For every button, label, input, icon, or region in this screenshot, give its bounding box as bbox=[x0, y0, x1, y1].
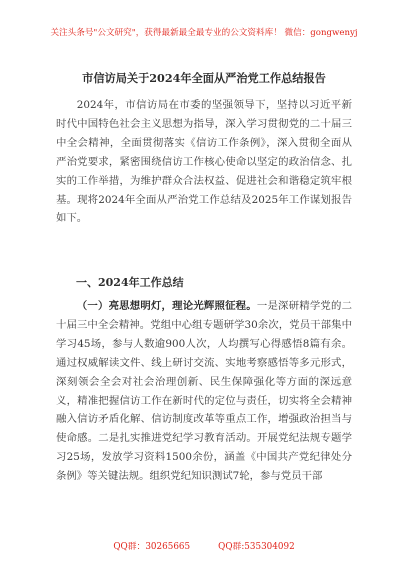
subsection-body: 一是深研精学党的二十届三中全会精神。党组中心组专题研学30余次，党员干部集中学习45场，参与人数逾900人次，人均撰写心得感悟8篇有余。通过权威解读文件、线上研讨交流、实地考察感悟等多元形式，深刻领会全会对社会治理创新、民生保障强化等方面的深远意义，精准把握信访工作在新时代的定位与责任，切实将全会精神融入信访矛盾化解、信访制度改革等重点工作，增强政治担当与使命感。二是扎实推进党纪学习教育活动。开展党纪法规专题学习25场，发放学习资料1500余份，涵盖《中国共产党纪律处分条例》等关键法规。组织党纪知识测试7轮，参与党员干部 bbox=[56, 300, 353, 483]
subsection-paragraph bbox=[56, 297, 352, 486]
intro-paragraph: 2024年，市信访局在市委的坚强领导下，坚持以习近平新时代中国特色社会主义思想为指导，深入学习贯彻党的二十届三中全会精神，全面贯彻落实《信访工作条例》，深入贯彻全面从严治党要求，紧密围绕信访工作核心使命以坚定的政治信念、扎实的工作举措，为维护群众合法权益、促进社会和谐稳定筑牢根基。现将2024年全面从严治党工作总结及2025年工作谋划报告如下。 bbox=[56, 99, 352, 225]
section-heading-work-summary: 一、2024年工作总结 bbox=[76, 276, 184, 289]
footer-contact bbox=[0, 539, 408, 552]
footer-qq-group-1: QQ群：30265665 bbox=[113, 542, 191, 552]
document-title: 市信访局关于2024年全面从严治党工作总结报告 bbox=[82, 71, 326, 85]
footer-qq-group-2: QQ群:535304092 bbox=[218, 542, 295, 552]
header-promo-banner: 关注头条号"公文研究"，获得最新最全最专业的公文资料库！ 微信：gongwenyj bbox=[50, 28, 358, 38]
subsection-lead: （一）亮思想明灯，理论光辉照征程。 bbox=[76, 300, 257, 312]
